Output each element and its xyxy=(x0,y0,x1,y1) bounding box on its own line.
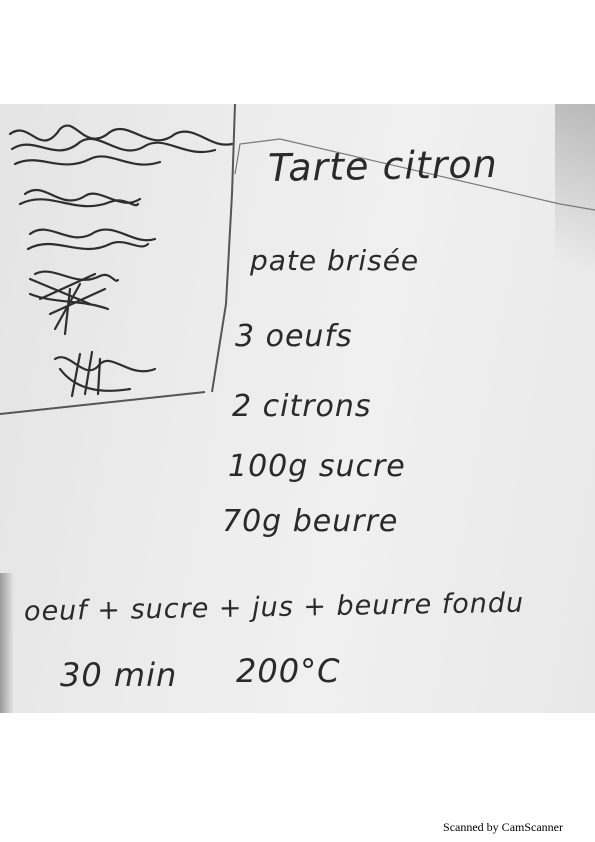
scanner-watermark: Scanned by CamScanner xyxy=(443,820,563,834)
instruction-mix: oeuf + sucre + jus + beurre fondu xyxy=(23,587,525,628)
ingredient-sugar: 100g sucre xyxy=(228,449,406,484)
instruction-time: 30 min xyxy=(60,656,178,694)
recipe-title: Tarte citron xyxy=(267,141,499,191)
instruction-temperature: 200°C xyxy=(236,652,341,690)
ingredient-eggs: 3 oeufs xyxy=(235,319,353,354)
ingredient-lemons: 2 citrons xyxy=(232,389,372,424)
ingredient-butter: 70g beurre xyxy=(222,504,399,539)
scanned-note-photo xyxy=(0,104,595,713)
ingredient-pastry: pate brisée xyxy=(250,244,420,277)
